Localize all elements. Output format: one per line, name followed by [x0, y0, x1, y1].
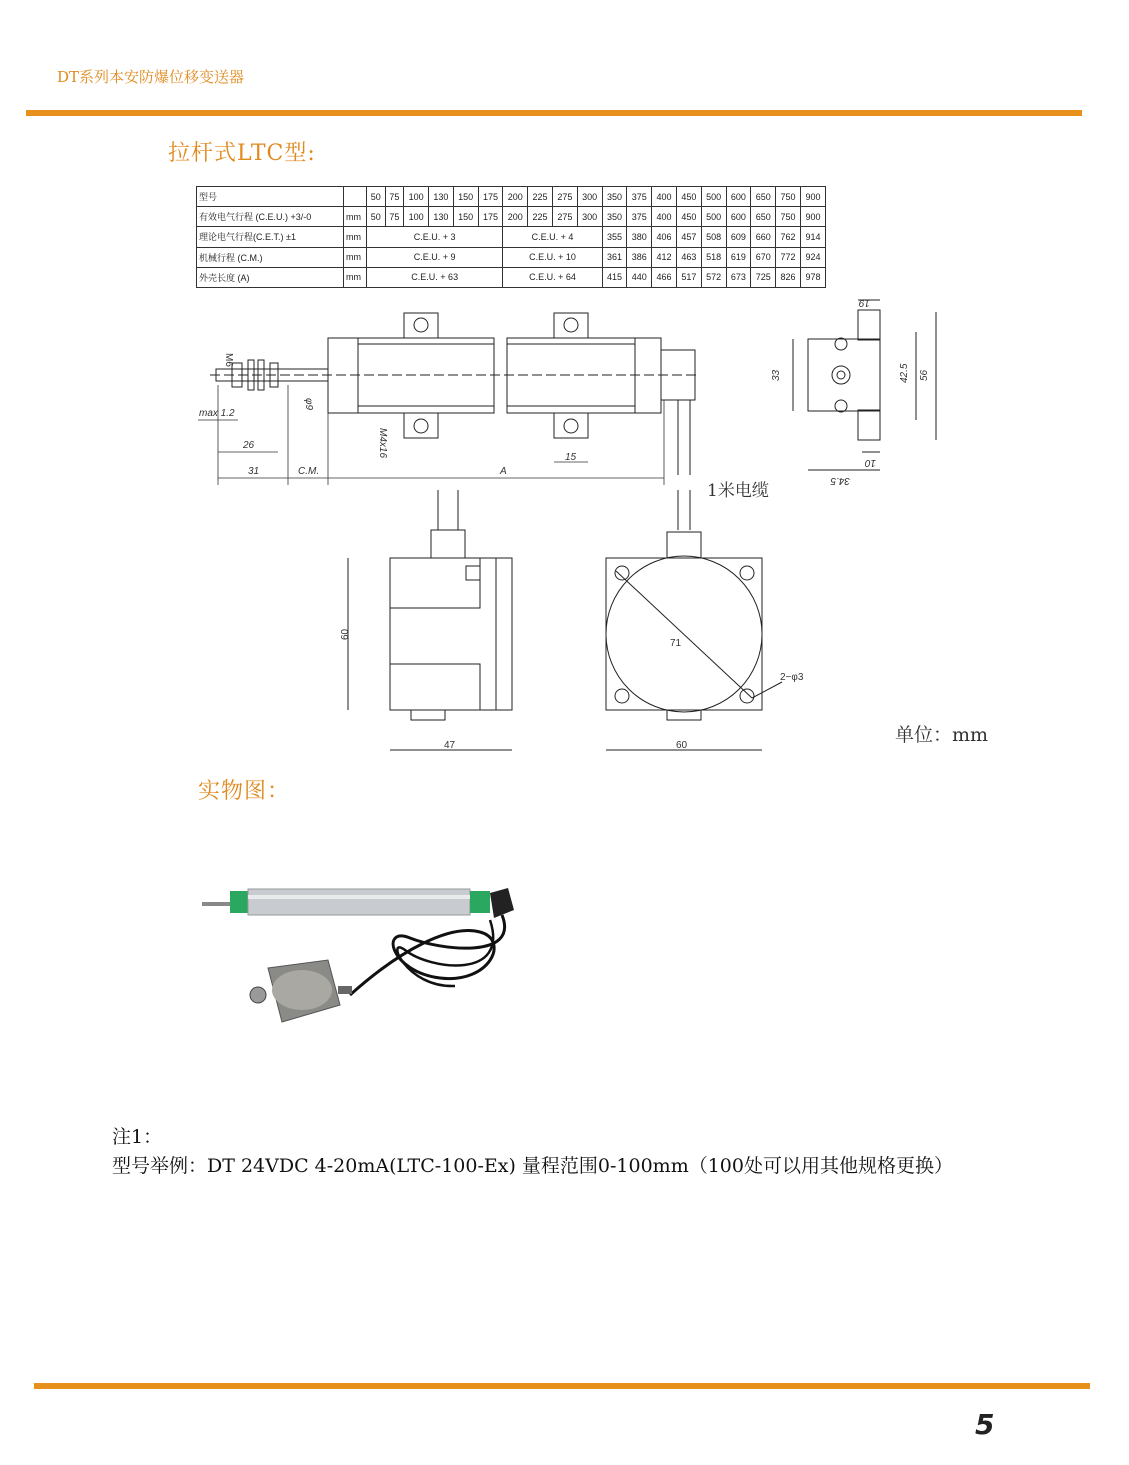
spec-cell: 386 [627, 247, 652, 267]
spec-cell: 350 [602, 207, 627, 227]
spec-cell: 400 [652, 187, 677, 207]
dim-15: 15 [565, 452, 577, 463]
spec-cell: 924 [800, 247, 825, 267]
spec-cell: 600 [726, 207, 751, 227]
spec-cell: 175 [478, 187, 503, 207]
spec-cell: 500 [701, 207, 726, 227]
spec-cell: 375 [627, 187, 652, 207]
dim-phi9: φ9 [303, 398, 314, 411]
spec-cell: 200 [503, 187, 528, 207]
spec-cell: 406 [652, 227, 677, 247]
spec-merged-cell: C.E.U. + 9 [367, 247, 503, 267]
spec-cell: 725 [751, 267, 776, 287]
spec-cell: 463 [676, 247, 701, 267]
spec-cell: 50 [367, 207, 386, 227]
transmitter-side-view [348, 490, 512, 750]
spec-row-label: 有效电气行程 (C.E.U.) +3/-0 [197, 207, 344, 227]
spec-row-label: 机械行程 (C.M.) [197, 247, 344, 267]
spec-merged-cell: C.E.U. + 3 [367, 227, 503, 247]
header-title: DT系列本安防爆位移变送器 [57, 68, 245, 86]
dim-m6: M6 [223, 353, 234, 367]
page-number: 5 [975, 1408, 995, 1441]
spec-merged-cell: C.E.U. + 64 [503, 267, 602, 287]
dim-w60: 60 [676, 740, 688, 751]
spec-cell: 750 [776, 207, 801, 227]
spec-cell: 609 [726, 227, 751, 247]
spec-cell: 225 [528, 207, 553, 227]
spec-cell: 275 [552, 187, 577, 207]
spec-cell: 900 [800, 187, 825, 207]
spec-cell: 200 [503, 207, 528, 227]
note-heading: 注1： [112, 1126, 163, 1148]
footer-rule [34, 1383, 1090, 1389]
spec-cell: 457 [676, 227, 701, 247]
spec-row-unit: mm [344, 267, 367, 287]
spec-row-label: 理论电气行程(C.E.T.) ±1 [197, 227, 344, 247]
spec-row-label: 型号 [197, 187, 344, 207]
dimension-lines [198, 385, 664, 485]
spec-cell: 978 [800, 267, 825, 287]
dim-max: max 1.2 [199, 408, 235, 419]
spec-cell: 650 [751, 207, 776, 227]
dim-w47: 47 [444, 740, 456, 751]
dim-cm: C.M. [298, 466, 320, 477]
spec-cell: 750 [776, 187, 801, 207]
rod-side-view [210, 313, 700, 475]
spec-cell: 100 [404, 207, 429, 227]
transmitter-front-view [606, 490, 782, 750]
spec-cell: 517 [676, 267, 701, 287]
spec-cell: 600 [726, 187, 751, 207]
spec-cell: 355 [602, 227, 627, 247]
spec-cell: 619 [726, 247, 751, 267]
dim-h60: 60 [340, 628, 351, 640]
spec-cell: 175 [478, 207, 503, 227]
spec-cell: 650 [751, 187, 776, 207]
spec-cell: 914 [800, 227, 825, 247]
spec-cell: 440 [627, 267, 652, 287]
dim-26: 26 [243, 440, 255, 451]
spec-merged-cell: C.E.U. + 4 [503, 227, 602, 247]
spec-cell: 375 [627, 207, 652, 227]
end-view [793, 300, 936, 470]
spec-cell: 673 [726, 267, 751, 287]
spec-cell: 415 [602, 267, 627, 287]
dim-345: 34.5 [830, 475, 850, 486]
spec-cell: 412 [652, 247, 677, 267]
dim-42: 42.5 [899, 363, 910, 383]
spec-cell: 225 [528, 187, 553, 207]
spec-cell: 450 [676, 187, 701, 207]
dim-19: 19 [858, 297, 870, 308]
spec-cell: 500 [701, 187, 726, 207]
spec-cell: 660 [751, 227, 776, 247]
cable-label: 1米电缆 [707, 481, 769, 501]
spec-cell: 508 [701, 227, 726, 247]
spec-cell: 150 [453, 187, 478, 207]
dim-71: 71 [670, 638, 682, 649]
spec-cell: 275 [552, 207, 577, 227]
spec-row-unit: mm [344, 247, 367, 267]
note-model-example: 型号举例：DT 24VDC 4-20mA(LTC-100-Ex) 量程范围0-100mm（100处可以用其他规格更换） [112, 1155, 953, 1177]
spec-cell: 75 [385, 207, 404, 227]
spec-cell: 762 [776, 227, 801, 247]
spec-cell: 150 [453, 207, 478, 227]
unit-label: 单位：mm [895, 724, 989, 746]
spec-cell: 300 [577, 187, 602, 207]
section-title-photo: 实物图： [198, 779, 291, 804]
spec-row-unit: mm [344, 227, 367, 247]
spec-merged-cell: C.E.U. + 10 [503, 247, 602, 267]
spec-cell: 75 [385, 187, 404, 207]
spec-cell: 380 [627, 227, 652, 247]
dim-31: 31 [248, 466, 260, 477]
spec-cell: 572 [701, 267, 726, 287]
dim-33: 33 [771, 369, 782, 381]
spec-cell: 466 [652, 267, 677, 287]
spec-cell: 130 [428, 207, 453, 227]
dim-56: 56 [919, 369, 930, 381]
section-title-ltc: 拉杆式LTC型: [168, 141, 316, 166]
spec-cell: 450 [676, 207, 701, 227]
product-photo [190, 860, 530, 1040]
spec-cell: 518 [701, 247, 726, 267]
spec-cell: 100 [404, 187, 429, 207]
spec-cell: 900 [800, 207, 825, 227]
spec-cell: 826 [776, 267, 801, 287]
spec-cell: 300 [577, 207, 602, 227]
dim-m4: M4x16 [377, 428, 388, 459]
spec-row-unit: mm [344, 207, 367, 227]
dim-hole: 2−φ3 [780, 672, 804, 683]
dim-a: A [500, 466, 507, 477]
spec-row-label: 外壳长度 (A) [197, 267, 344, 287]
spec-cell: 772 [776, 247, 801, 267]
spec-merged-cell: C.E.U. + 63 [367, 267, 503, 287]
spec-cell: 361 [602, 247, 627, 267]
spec-cell: 130 [428, 187, 453, 207]
spec-cell: 670 [751, 247, 776, 267]
spec-cell: 350 [602, 187, 627, 207]
spec-cell: 50 [367, 187, 386, 207]
dim-10: 10 [864, 457, 876, 468]
spec-cell: 400 [652, 207, 677, 227]
